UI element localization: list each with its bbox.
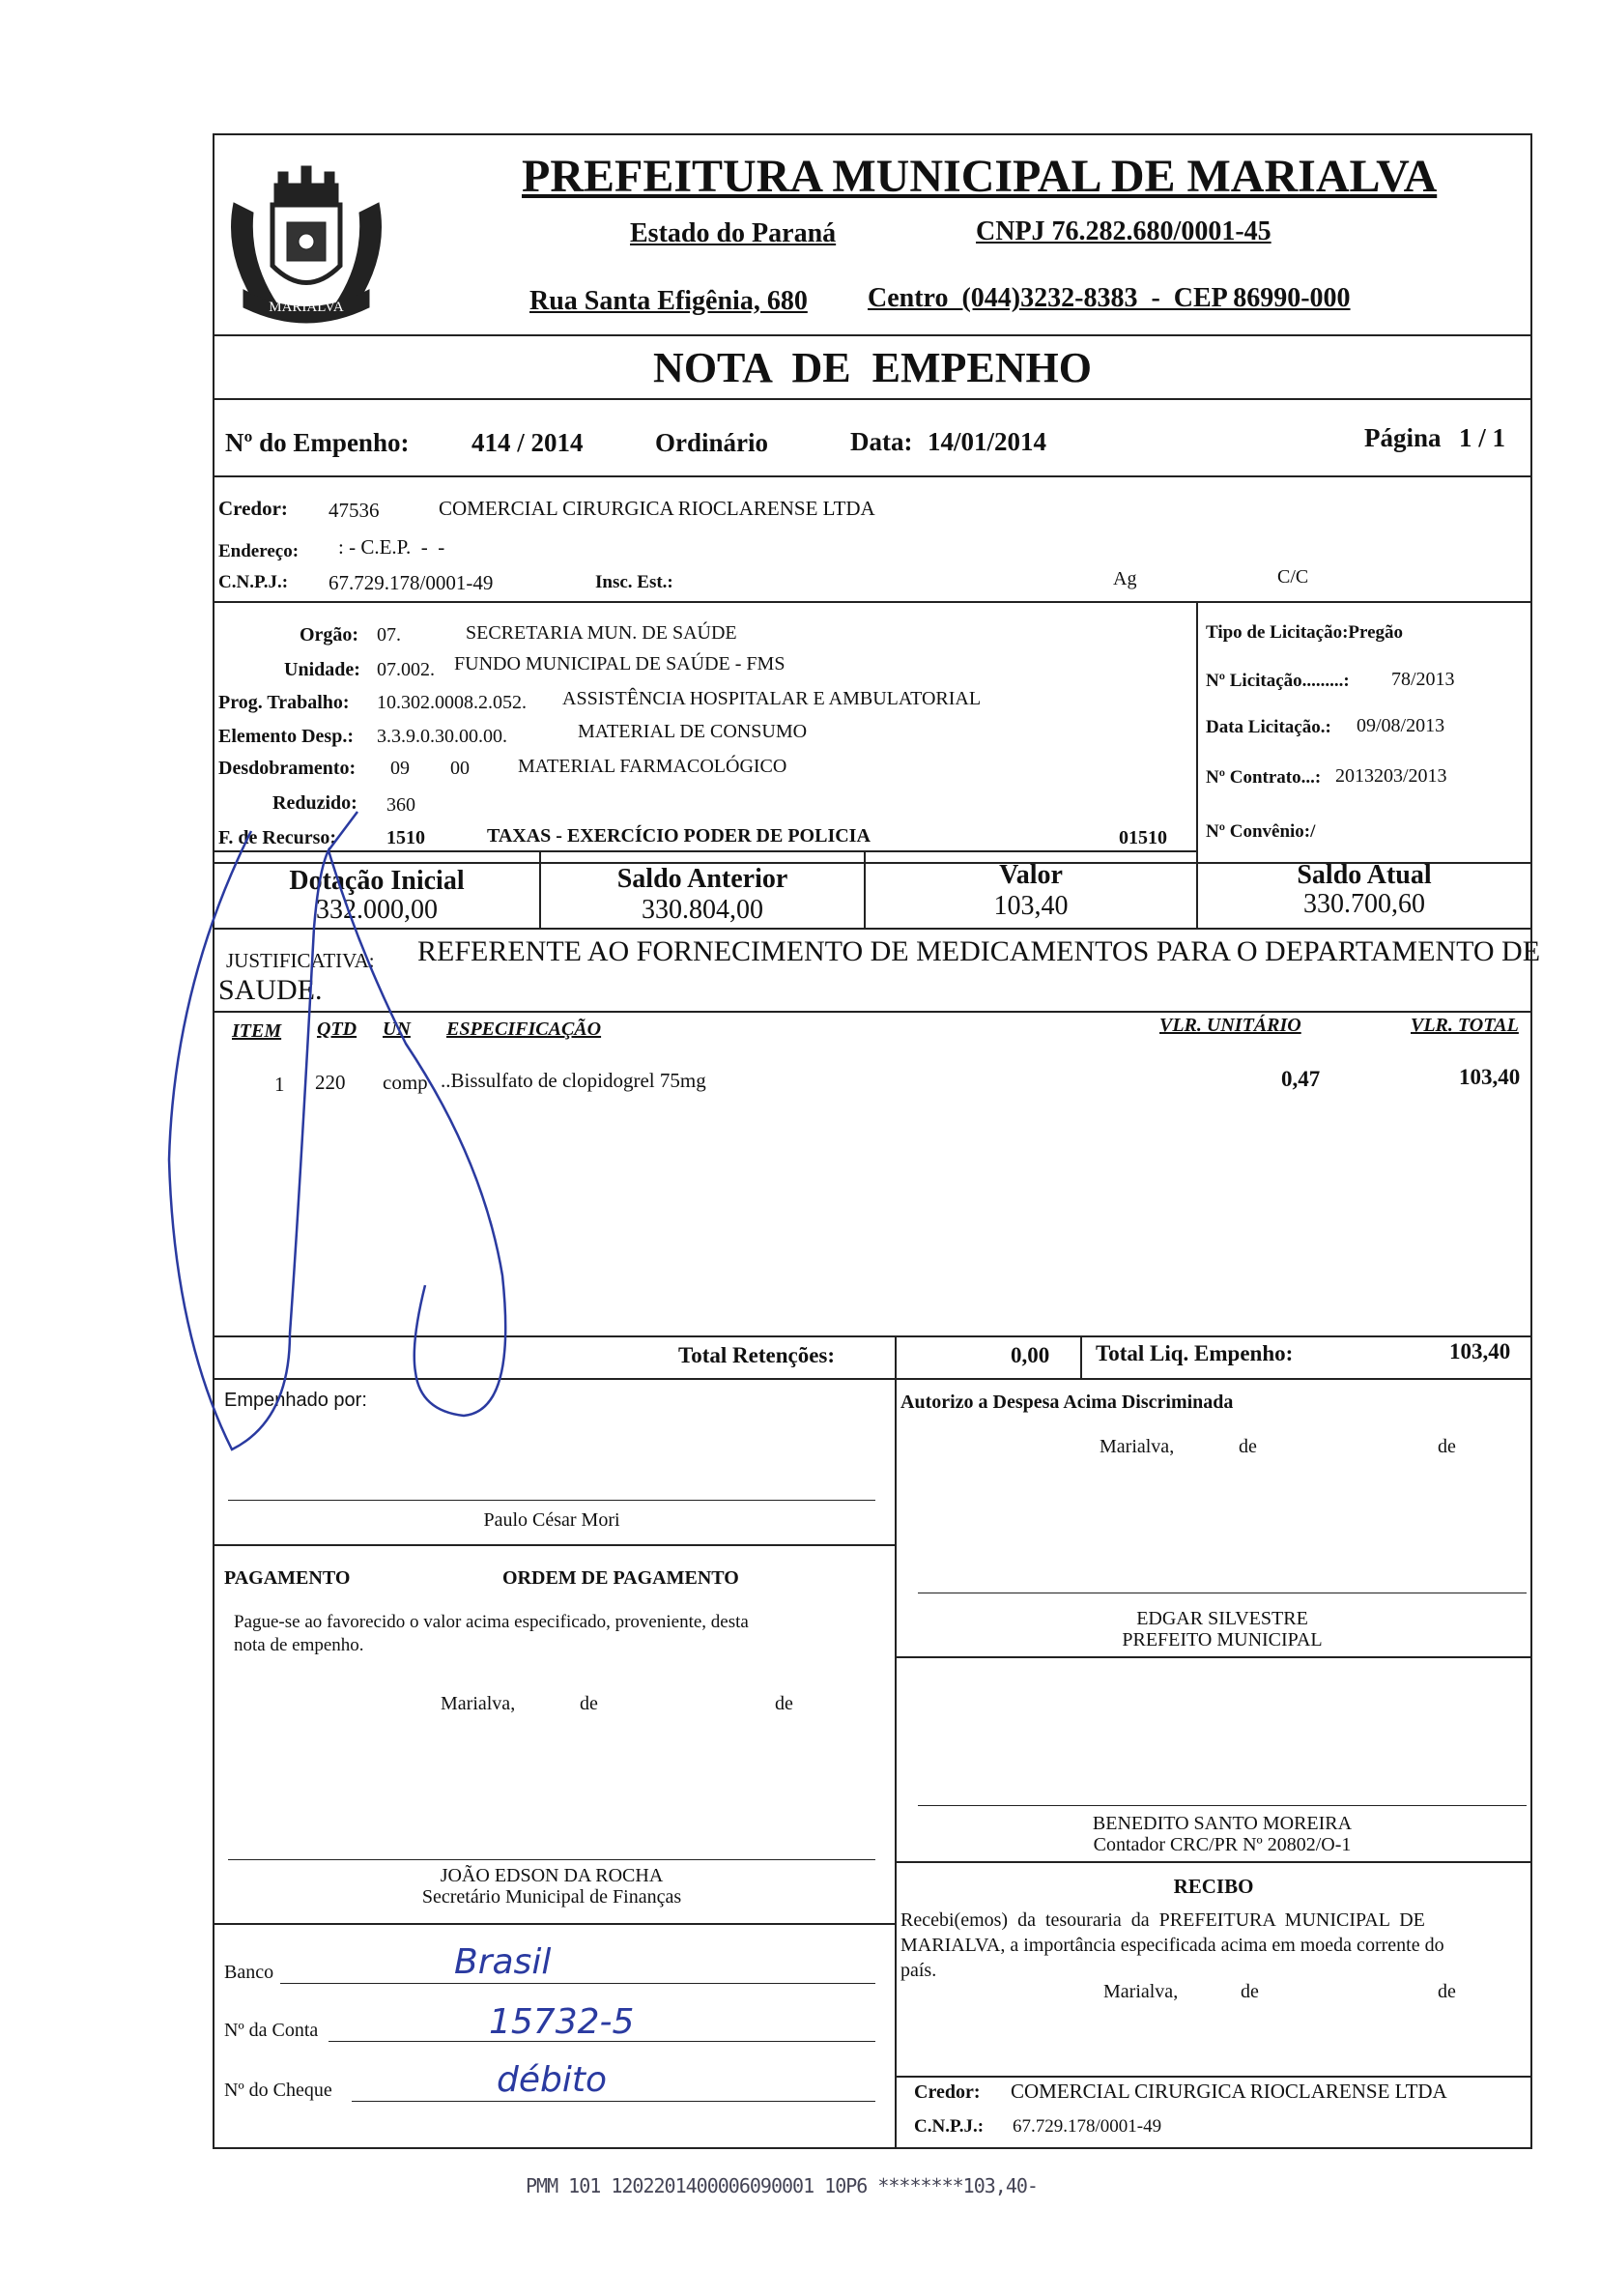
pagamento-label: PAGAMENTO [224,1567,351,1589]
col-total: VLR. TOTAL [1411,1015,1519,1036]
liquido-label: Total Liq. Empenho: [1096,1341,1294,1365]
valor-value: 103,40 [993,891,1069,921]
recurso-code: 1510 [386,827,425,848]
saldo-atual-value: 330.700,60 [1303,889,1425,919]
prog-label: Prog. Trabalho: [218,692,350,713]
empenho-date-label: Data: [850,427,913,456]
banco-value: Brasil [454,1942,552,1982]
empenho-label: Nº do Empenho: [225,428,410,457]
recibo-cnpj: 67.729.178/0001-49 [1013,2116,1162,2137]
recibo-credor-label: Credor: [914,2081,981,2103]
page-number: 1 / 1 [1459,423,1506,452]
insc-label: Insc. Est.: [595,572,673,592]
pagamento-text1: Pague-se ao favorecido o valor acima especificado, proveniente, desta [234,1612,749,1632]
banco-label: Banco [224,1962,274,1983]
row-unit: 0,47 [1281,1067,1321,1091]
desdob-label: Desdobramento: [218,758,357,779]
justificativa-label: JUSTIFICATIVA: [226,949,375,972]
retencoes-label: Total Retenções: [678,1343,836,1367]
pagamento-de2: de [775,1693,793,1714]
contrato-label: Nº Contrato...: [1206,767,1322,788]
orgao-name: SECRETARIA MUN. DE SAÚDE [466,622,737,644]
justificativa-text1: REFERENTE AO FORNECIMENTO DE MEDICAMENTOS PARA O DEPARTAMENTO DE [417,935,1541,967]
row-spec: ..Bissulfato de clopidogrel 75mg [441,1069,706,1092]
unidade-code: 07.002. [377,659,435,680]
col-item: ITEM [232,1020,282,1042]
recibo-title: RECIBO [1173,1875,1254,1898]
recibo-de2: de [1438,1981,1456,2002]
recibo-de1: de [1241,1981,1259,2002]
ag-label: Ag [1113,568,1137,589]
saldo-atual-label: Saldo Atual [1297,860,1432,890]
elemento-code: 3.3.9.0.30.00.00. [377,726,507,747]
empenhado-label: Empenhado por: [224,1390,367,1411]
autorizo-label: Autorizo a Despesa Acima Discriminada [900,1392,1234,1413]
ordem-label: ORDEM DE PAGAMENTO [502,1567,739,1589]
licitacao-numero: 78/2013 [1391,669,1455,690]
crest-logo [214,145,398,338]
contador-role: Contador CRC/PR Nº 20802/O-1 [1093,1834,1352,1855]
secretario-role: Secretário Municipal de Finanças [421,1886,682,1908]
col-qtd: QTD [317,1019,357,1040]
valor-label: Valor [999,860,1063,890]
autorizo-de2: de [1438,1436,1456,1457]
recibo-text1: Recebi(emos) da tesouraria da PREFEITURA MUNICIPAL DE [900,1909,1425,1931]
page-label: Página [1364,423,1442,452]
col-unit: VLR. UNITÁRIO [1159,1015,1301,1036]
row-item: 1 [274,1073,285,1096]
col-un: UN [383,1019,411,1040]
prefeito-role: PREFEITO MUNICIPAL [1122,1629,1323,1650]
recibo-place: Marialva, [1103,1981,1179,2002]
licitacao-data: 09/08/2013 [1357,715,1445,736]
reduzido-label: Reduzido: [272,792,357,814]
prefeito-name: EDGAR SILVESTRE [1136,1608,1308,1629]
elemento-name: MATERIAL DE CONSUMO [578,721,808,742]
elemento-label: Elemento Desp.: [218,726,354,747]
prog-name: ASSISTÊNCIA HOSPITALAR E AMBULATORIAL [562,688,982,709]
credor-code: 47536 [329,499,380,522]
address-value: : - C.E.P. - - [338,535,445,559]
conta-label: Nº da Conta [224,2020,319,2041]
desdob-name: MATERIAL FARMACOLÓGICO [518,756,787,777]
dotacao-inicial-value: 332.000,00 [316,895,438,925]
licitacao-data-label: Data Licitação.: [1206,717,1331,737]
convenio: Nº Convênio:/ [1206,821,1316,842]
recurso-code2: 01510 [1119,827,1167,848]
credor-name: COMERCIAL CIRURGICA RIOCLARENSE LTDA [439,497,875,520]
recurso-label: F. de Recurso: [218,827,337,848]
cnpj-credor-value: 67.729.178/0001-49 [329,571,494,594]
justificativa-text2: SAUDE. [218,974,323,1006]
liquido-value: 103,40 [1449,1339,1511,1363]
recibo-text3: país. [900,1960,937,1981]
address-label: Endereço: [218,541,300,561]
saldo-anterior-label: Saldo Anterior [616,864,788,894]
unidade-name: FUNDO MUNICIPAL DE SAÚDE - FMS [454,653,786,674]
empenho-number: 414 / 2014 [471,428,584,457]
recibo-cnpj-label: C.N.P.J.: [914,2116,985,2137]
dotacao-inicial-label: Dotação Inicial [289,866,465,896]
orgao-code: 07. [377,624,401,646]
empenho-type: Ordinário [655,428,769,457]
cheque-field[interactable] [352,2101,875,2102]
crest-text: MARIALVA [269,300,344,315]
street-label: Rua Santa Efigênia, 680 [529,286,808,316]
pagamento-de1: de [580,1693,598,1714]
row-qtd: 220 [315,1071,346,1094]
footer-code: PMM 101 1202201400006090001 10P6 ********103,40- [526,2174,1038,2197]
credor-label: Credor: [218,497,288,520]
pagamento-text2: nota de empenho. [234,1635,364,1655]
row-total: 103,40 [1459,1065,1521,1089]
recibo-text2: MARIALVA, a importância especificada acima em moeda corrente do [900,1935,1444,1956]
recurso-name: TAXAS - EXERCÍCIO PODER DE POLICIA [487,825,871,847]
prog-code: 10.302.0008.2.052. [377,692,527,713]
cheque-label: Nº do Cheque [224,2080,332,2101]
secretario-name: JOÃO EDSON DA ROCHA [440,1865,664,1886]
recibo-credor: COMERCIAL CIRURGICA RIOCLARENSE LTDA [1011,2080,1447,2103]
doc-title: NOTA DE EMPENHO [653,344,1092,391]
cheque-value: débito [497,2060,607,2100]
col-spec: ESPECIFICAÇÃO [446,1019,602,1040]
desdob-code: 09 [390,758,410,779]
district-phone-cep: Centro (044)3232-8383 - CEP 86990-000 [868,283,1351,313]
reduzido-value: 360 [386,794,415,816]
cnpj-label: CNPJ 76.282.680/0001-45 [976,216,1271,246]
unidade-label: Unidade: [284,659,360,680]
orgao-label: Orgão: [300,624,359,646]
conta-value: 15732-5 [489,2002,635,2042]
pagamento-place: Marialva, [441,1693,516,1714]
banco-field[interactable] [280,1983,875,1984]
empenhado-signer: Paulo César Mori [483,1509,620,1531]
autorizo-place: Marialva, [1100,1436,1175,1457]
autorizo-de1: de [1239,1436,1257,1457]
pen-scribble [135,792,638,1459]
cnpj-credor-label: C.N.P.J.: [218,572,289,592]
retencoes-value: 0,00 [1011,1343,1050,1367]
row-un: comp [383,1071,428,1094]
empenho-date: 14/01/2014 [928,427,1047,456]
contador-name: BENEDITO SANTO MOREIRA [1092,1813,1353,1834]
licitacao-tipo: Tipo de Licitação:Pregão [1206,622,1404,643]
saldo-anterior-value: 330.804,00 [642,895,763,925]
cc-label: C/C [1277,566,1309,588]
page-title: PREFEITURA MUNICIPAL DE MARIALVA [522,151,1438,202]
contrato-value: 2013203/2013 [1335,765,1447,787]
licitacao-numero-label: Nº Licitação.........: [1206,671,1350,691]
desdob-sub: 00 [450,758,470,779]
state-label: Estado do Paraná [630,218,837,248]
